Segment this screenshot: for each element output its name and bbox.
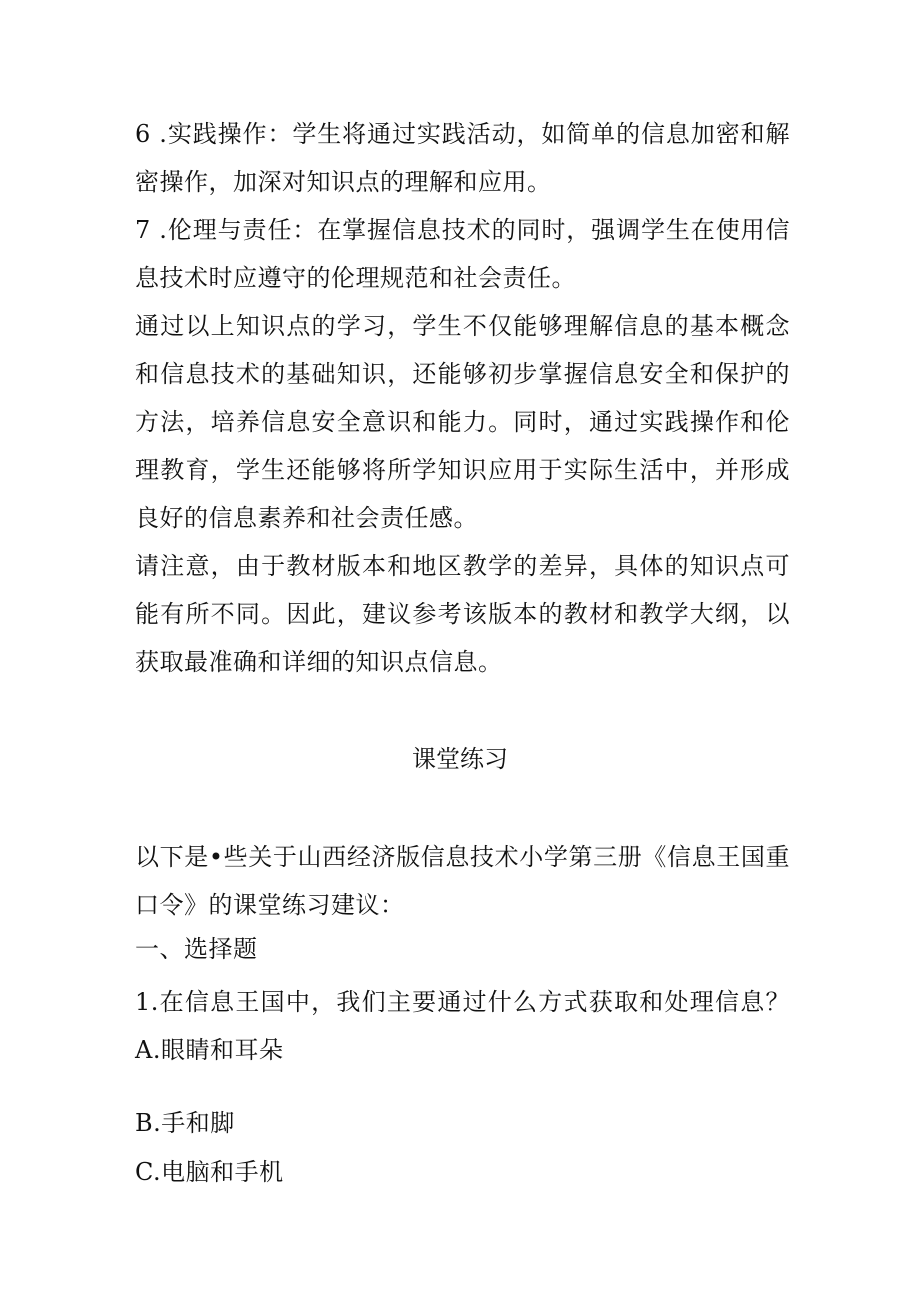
- option-c: C.电脑和手机: [135, 1158, 284, 1186]
- section-title: 课堂练习: [412, 745, 508, 773]
- paragraph-item-6: 6 .实践操作：学生将通过实践活动，如简单的信息加密和解密操作，加深对知识点的理解和应用。: [135, 120, 790, 196]
- option-b: B.手和脚: [135, 1109, 235, 1137]
- paragraph-note: 请注意，由于教材版本和地区教学的差异，具体的知识点可能有所不同。因此，建议参考该版本的教材和教学大纲，以获取最准确和详细的知识点信息。: [135, 552, 790, 676]
- paragraph-summary: 通过以上知识点的学习，学生不仅能够理解信息的基本概念和信息技术的基础知识，还能够初步掌握信息安全和保护的方法，培养信息安全意识和能力。同时，通过实践操作和伦理教育，学生还能够将所学知识应用于实际生活中，并形成良好的信息素养和社会责任感。: [135, 312, 790, 532]
- paragraph-item-7: 7 .伦理与责任：在掌握信息技术的同时，强调学生在使用信息技术时应遵守的伦理规范和社会责任。: [135, 216, 790, 292]
- question-1: 1.在信息王国中，我们主要通过什么方式获取和处理信息？A.眼睛和耳朵: [135, 988, 790, 1064]
- exercise-intro: 以下是•些关于山西经济版信息技术小学第三册《信息王国重口令》的课堂练习建议：: [135, 843, 790, 919]
- exercise-heading: 一、选择题: [135, 935, 258, 963]
